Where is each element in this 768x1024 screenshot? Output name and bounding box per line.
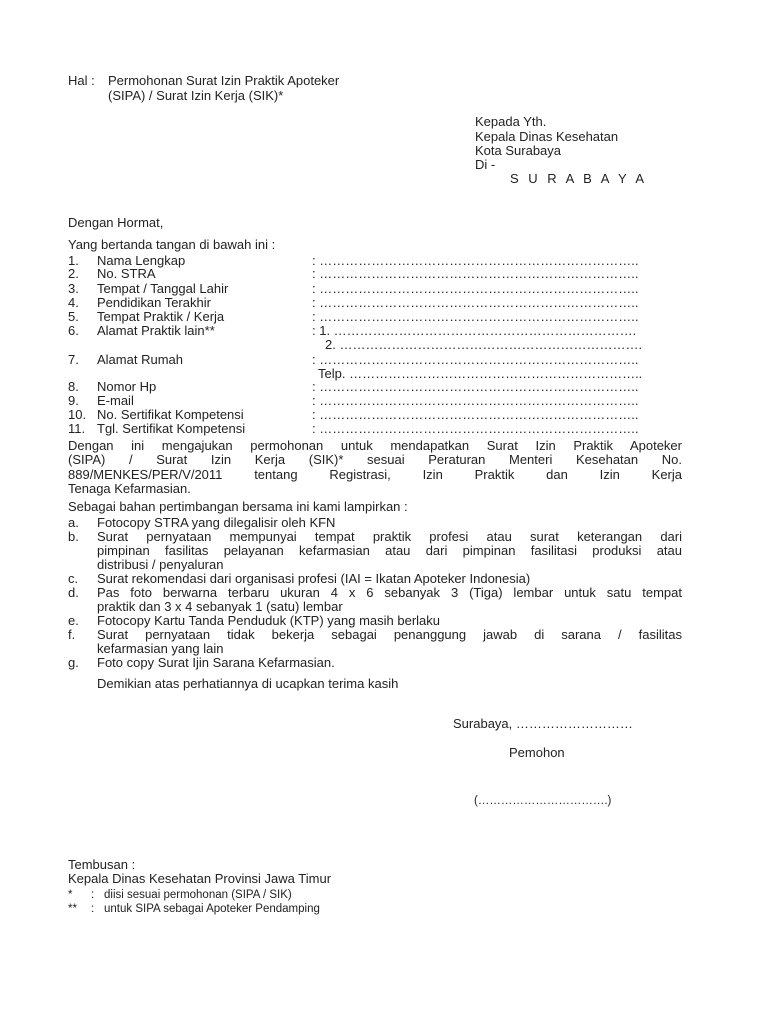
note-mark: * xyxy=(68,889,73,901)
attachment-letter: c. xyxy=(68,571,79,586)
note-colon: : xyxy=(91,889,95,901)
field-number: 1. xyxy=(68,253,79,268)
field-number: 2. xyxy=(68,266,79,281)
attachment-item-d-line-1: Pas foto berwarna terbaru ukuran 4 x 6 sebanyak 3 (Tiga) lembar untuk satu tempat xyxy=(97,585,682,600)
note-text: untuk SIPA sebagai Apoteker Pendamping xyxy=(104,903,320,915)
field-number: 4. xyxy=(68,295,79,310)
copy-to-recipient: Kepala Dinas Kesehatan Provinsi Jawa Timur xyxy=(68,871,332,886)
attachment-item-d-line-2: praktik dan 3 x 4 sebanyak 1 (satu) lembar xyxy=(97,599,343,614)
field-label: Tempat / Tanggal Lahir xyxy=(97,281,229,296)
attachment-letter: g. xyxy=(68,655,79,670)
field-label: No. STRA xyxy=(97,266,156,281)
field-value: : ……………………………………………………………….. xyxy=(312,253,639,268)
attachment-letter: a. xyxy=(68,515,79,530)
field-label: No. Sertifikat Kompetensi xyxy=(97,407,244,422)
field-value-continuation: Telp. ………………………………………………………….. xyxy=(318,366,643,381)
attachment-item-b-line-1: Surat pernyataan mempunyai tempat praktik profesi atau surat keterangan dari xyxy=(97,529,682,544)
field-label: Tempat Praktik / Kerja xyxy=(97,309,225,324)
subject-line-1: Permohonan Surat Izin Praktik Apoteker xyxy=(108,73,340,88)
field-value: : ……………………………………………………………….. xyxy=(312,393,639,408)
field-number: 6. xyxy=(68,323,79,338)
field-value: : ……………………………………………………………….. xyxy=(312,309,639,324)
field-label: Alamat Praktik lain** xyxy=(97,323,215,338)
field-number: 11. xyxy=(68,421,86,436)
recipient-line-4: Di - xyxy=(475,157,496,172)
request-paragraph-line-3: 889/MENKES/PER/V/2011 tentang Registrasi, Izin Praktik dan Izin Kerja xyxy=(68,467,682,482)
attachment-item-b-line-3: distribusi / penyaluran xyxy=(97,557,224,572)
field-label: Pendidikan Terakhir xyxy=(97,295,211,310)
closing-sentence: Demikian atas perhatiannya di ucapkan terima kasih xyxy=(97,676,399,691)
request-paragraph-line-4: Tenaga Kefarmasian. xyxy=(68,481,191,496)
subject-label: Hal : xyxy=(68,73,95,88)
field-value: : ……………………………………………………………….. xyxy=(312,421,639,436)
field-value: : ……………………………………………………………….. xyxy=(312,266,639,281)
field-value: : ……………………………………………………………….. xyxy=(312,379,639,394)
recipient-line-2: Kepala Dinas Kesehatan xyxy=(475,129,619,144)
attachment-letter: d. xyxy=(68,585,79,600)
attachments-intro: Sebagai bahan pertimbangan bersama ini kami lampirkan : xyxy=(68,499,408,514)
field-label: Nomor Hp xyxy=(97,379,157,394)
copy-to-label: Tembusan : xyxy=(68,857,136,872)
field-value: : ……………………………………………………………….. xyxy=(312,295,639,310)
field-value: : ……………………………………………………………….. xyxy=(312,407,639,422)
attachment-item-e: Fotocopy Kartu Tanda Penduduk (KTP) yang masih berlaku xyxy=(97,613,441,628)
attachment-item-b-line-2: pimpinan fasilitas pelayanan kefarmasian atau dari pimpinan fasilitasi produksi atau xyxy=(97,543,682,558)
note-mark: ** xyxy=(68,903,77,915)
signature-name-line: (…………………………….) xyxy=(474,795,612,807)
field-number: 7. xyxy=(68,352,79,367)
field-value: : ……………………………………………………………….. xyxy=(312,281,639,296)
recipient-line-3: Kota Surabaya xyxy=(475,143,562,158)
note-text: diisi sesuai permohonan (SIPA / SIK) xyxy=(104,889,292,901)
attachment-letter: e. xyxy=(68,613,79,628)
field-number: 10. xyxy=(68,407,87,422)
field-label: E-mail xyxy=(97,393,134,408)
intro-line: Yang bertanda tangan di bawah ini : xyxy=(68,237,276,252)
attachment-letter: b. xyxy=(68,529,79,544)
field-value: : 1. ……………………………………………………………. xyxy=(312,323,637,338)
request-paragraph-line-1: Dengan ini mengajukan permohonan untuk mendapatkan Surat Izin Praktik Apoteker xyxy=(68,438,682,453)
attachment-item-f-line-2: kefarmasian yang lain xyxy=(97,641,224,656)
signature-place-date: Surabaya, ……………………… xyxy=(453,716,633,731)
field-number: 8. xyxy=(68,379,79,394)
field-label: Tgl. Sertifikat Kompetensi xyxy=(97,421,246,436)
field-value-continuation: 2. ……………………………………………………………. xyxy=(325,337,643,352)
attachment-item-f-line-1: Surat pernyataan tidak bekerja sebagai penanggung jawab di sarana / fasilitas xyxy=(97,627,682,642)
attachment-item-c: Surat rekomendasi dari organisasi profesi (IAI = Ikatan Apoteker Indonesia) xyxy=(97,571,531,586)
note-colon: : xyxy=(91,903,95,915)
subject-line-2: (SIPA) / Surat Izin Kerja (SIK)* xyxy=(108,88,284,103)
attachment-item-g: Foto copy Surat Ijin Sarana Kefarmasian. xyxy=(97,655,335,670)
recipient-city: S U R A B A Y A xyxy=(510,171,648,186)
attachment-item-a: Fotocopy STRA yang dilegalisir oleh KFN xyxy=(97,515,336,530)
recipient-line-1: Kepada Yth. xyxy=(475,114,547,129)
request-paragraph-line-2: (SIPA) / Surat Izin Kerja (SIK)* sesuai Peraturan Menteri Kesehatan No. xyxy=(68,452,682,467)
field-label: Nama Lengkap xyxy=(97,253,186,268)
attachment-letter: f. xyxy=(68,627,76,642)
signature-role: Pemohon xyxy=(509,745,565,760)
field-number: 5. xyxy=(68,309,79,324)
field-label: Alamat Rumah xyxy=(97,352,183,367)
field-number: 3. xyxy=(68,281,79,296)
field-value: : ……………………………………………………………….. xyxy=(312,352,639,367)
greeting: Dengan Hormat, xyxy=(68,215,164,230)
field-number: 9. xyxy=(68,393,79,408)
